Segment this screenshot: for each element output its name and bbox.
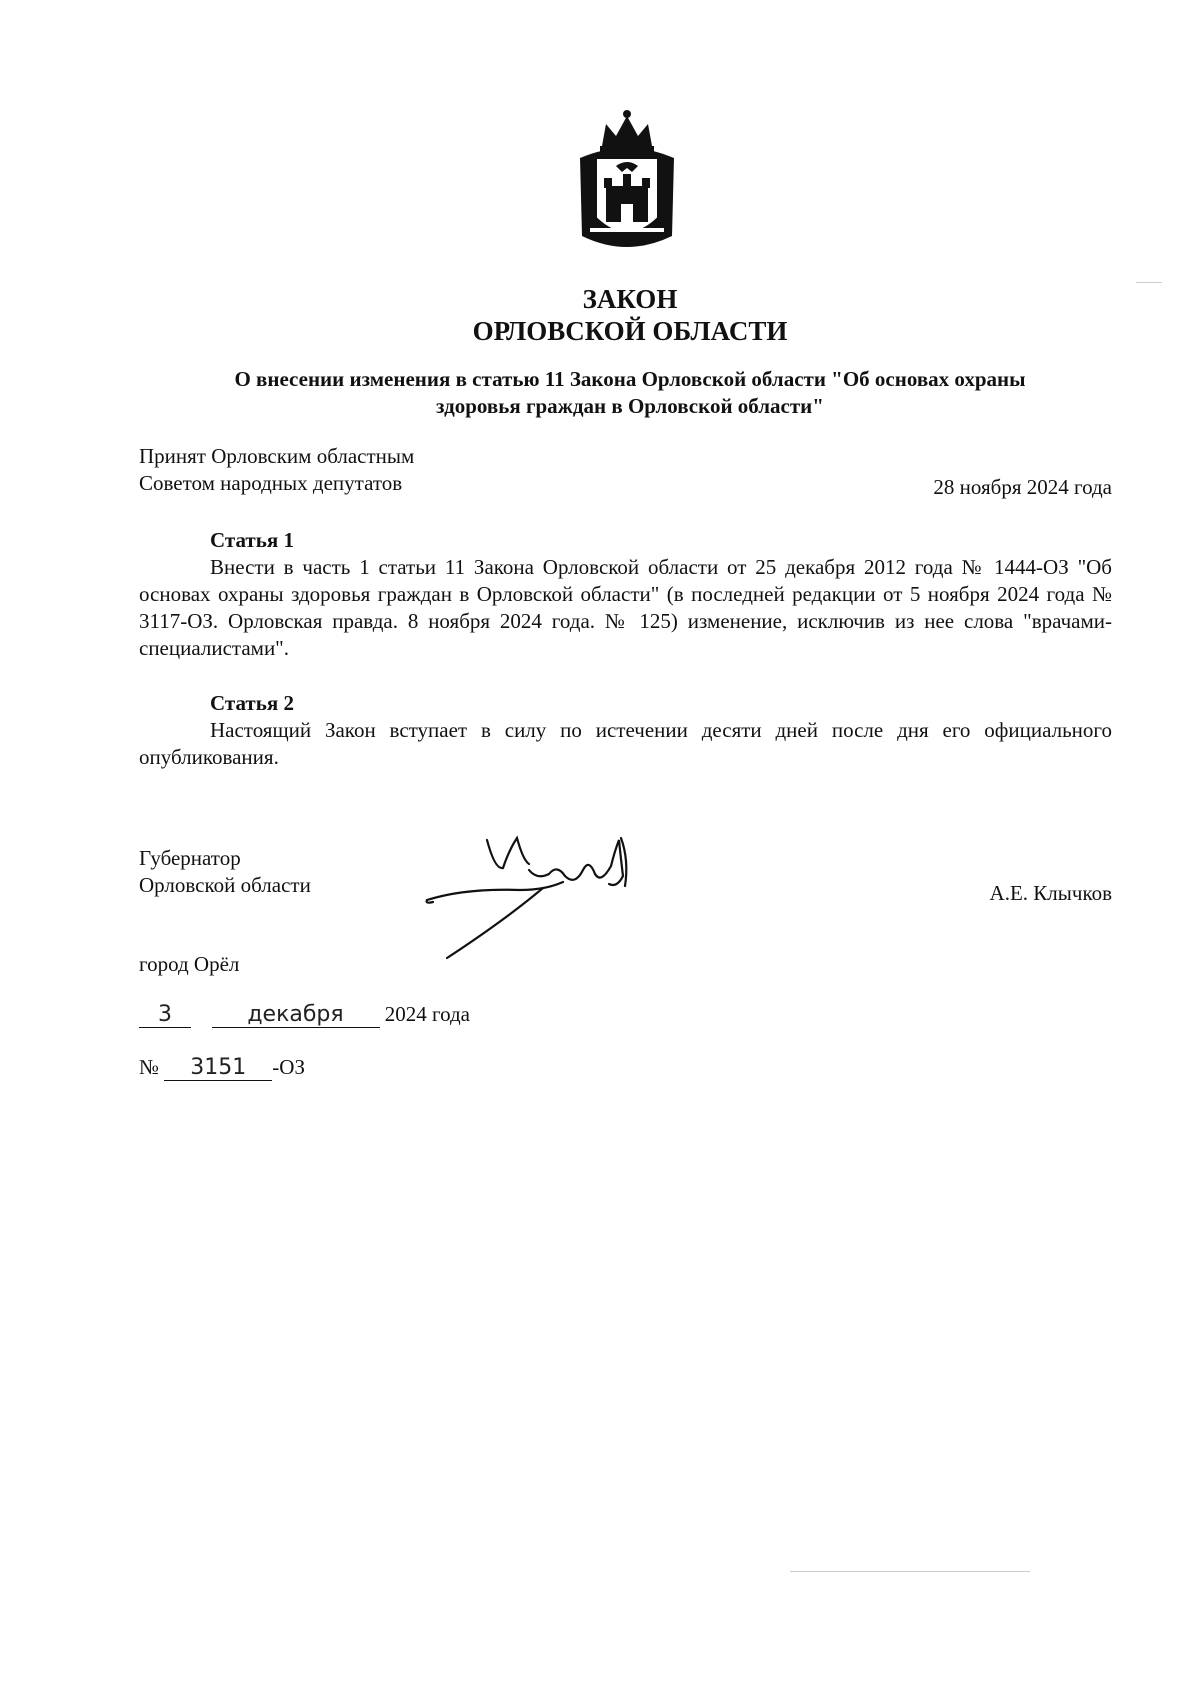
signing-month: декабря [212,1003,380,1028]
article-2-text: Настоящий Закон вступает в силу по истечении десяти дней после дня его официального опубликования. [139,718,1112,769]
governor-title [139,845,311,899]
adoption-date: 28 ноября 2024 года [933,475,1112,499]
scan-mark [1136,282,1162,283]
governor-name: А.Е. Клычков [989,881,1112,905]
signing-year: 2024 года [384,1002,470,1026]
adoption-line-1: Принят Орловским областным [139,444,415,468]
adoption-line-2: Советом народных депутатов [139,471,403,495]
adoption-block [139,443,414,497]
subject-line-1: О внесении изменения в статью 11 Закона Орловской области "Об основах охраны [234,367,1026,391]
article-1-heading: Статья 1 [210,528,294,552]
article-2-heading: Статья 2 [210,691,294,715]
city: город Орёл [139,952,240,976]
coat-of-arms-icon [572,108,682,254]
signing-date [139,1001,470,1028]
subject-line-2: здоровья граждан в Орловской области" [436,394,824,418]
law-title: ЗАКОН [582,284,678,314]
law-region-title: ОРЛОВСКОЙ ОБЛАСТИ [472,316,788,346]
law-subject [150,366,1110,420]
governor-line-2: Орловской области [139,873,311,897]
signature-icon [425,830,650,960]
law-number [139,1054,305,1081]
governor-line-1: Губернатор [139,846,241,870]
article-1-text: Внести в часть 1 статьи 11 Закона Орловской области от 25 декабря 2012 года № 1444-ОЗ "Об основах охраны здоровья граждан в Орловской области" (в последней редакции от 5 ноября 2024 года № 3117-ОЗ. Орловская правда. 8 ноября 2024 года. № 125) изменение, исключив из нее слова "врачами-специалистами". [139,555,1112,660]
number-prefix: № [139,1055,160,1079]
number-suffix: -ОЗ [272,1055,305,1079]
signing-day: 3 [139,1003,191,1028]
scan-mark [790,1571,1030,1572]
number-value: 3151 [164,1056,272,1081]
